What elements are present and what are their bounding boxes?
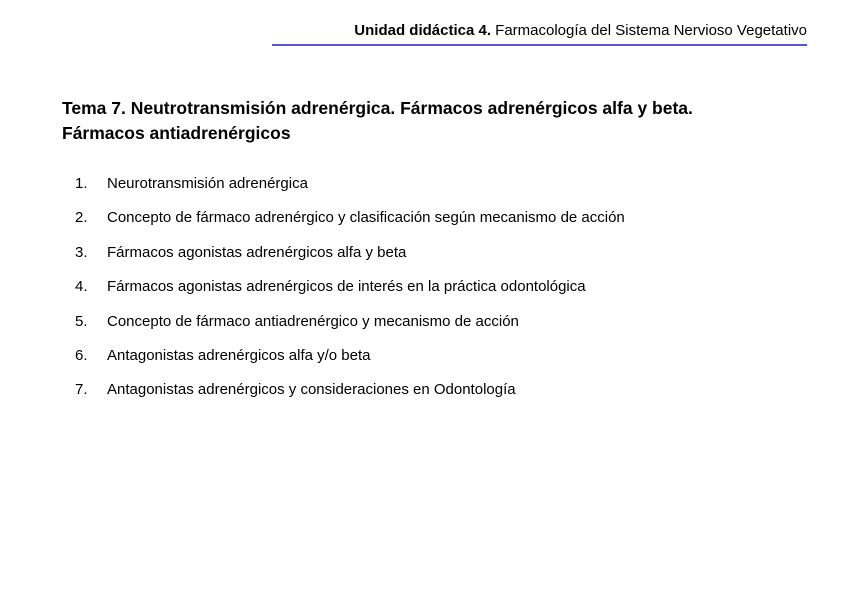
header-divider xyxy=(272,44,807,46)
item-number: 4. xyxy=(75,278,88,296)
item-text: Antagonistas adrenérgicos y consideraciones en Odontología xyxy=(107,381,516,399)
unit-subject: Farmacología del Sistema Nervioso Vegetativo xyxy=(495,22,807,39)
list-item xyxy=(62,208,782,242)
item-text: Fármacos agonistas adrenérgicos alfa y beta xyxy=(107,243,407,261)
item-text: Antagonistas adrenérgicos alfa y/o beta xyxy=(107,346,371,364)
list-item xyxy=(62,312,782,346)
topic-list xyxy=(62,174,782,415)
item-number: 6. xyxy=(75,346,88,364)
item-number: 1. xyxy=(75,175,88,192)
item-text: Neurotransmisión adrenérgica xyxy=(107,175,308,192)
list-item xyxy=(62,174,782,208)
item-number: 5. xyxy=(75,312,88,330)
item-text: Concepto de fármaco adrenérgico y clasificación según mecanismo de acción xyxy=(107,209,625,227)
list-item xyxy=(62,277,782,311)
item-number: 7. xyxy=(75,381,88,399)
item-number: 2. xyxy=(75,209,88,227)
item-text: Concepto de fármaco antiadrenérgico y mecanismo de acción xyxy=(107,312,519,330)
item-text: Fármacos agonistas adrenérgicos de interés en la práctica odontológica xyxy=(107,278,586,296)
title-line-2: Fármacos antiadrenérgicos xyxy=(62,123,291,143)
item-number: 3. xyxy=(75,243,88,261)
list-item xyxy=(62,346,782,380)
list-item xyxy=(62,380,782,414)
title-line-1: Tema 7. Neutrotransmisión adrenérgica. Fármacos adrenérgicos alfa y beta. xyxy=(62,98,693,118)
slide-title xyxy=(62,96,802,146)
unit-label: Unidad didáctica 4. xyxy=(354,22,491,39)
slide-header xyxy=(272,21,807,45)
list-item xyxy=(62,243,782,277)
